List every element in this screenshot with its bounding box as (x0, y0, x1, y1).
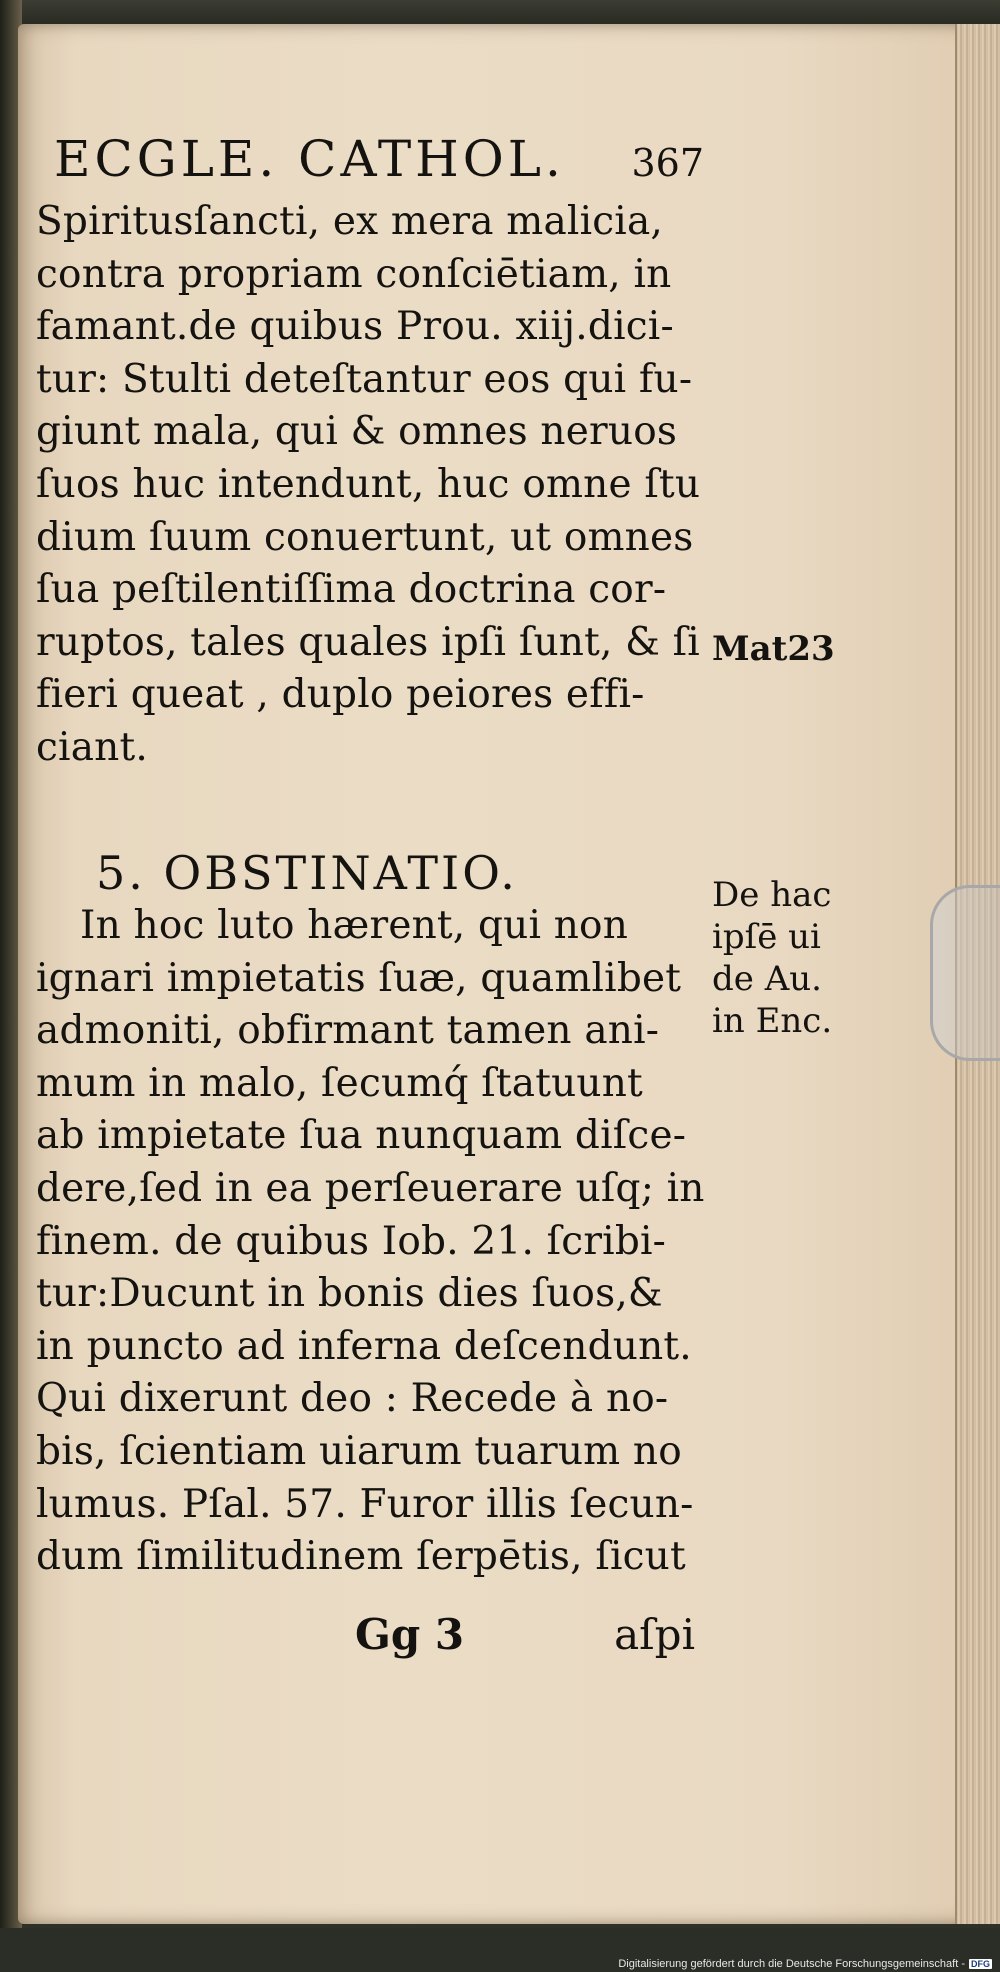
text-block-1 (36, 196, 706, 775)
text-line: In hoc luto hærent, qui non (80, 903, 629, 948)
dfg-logo: DFG (971, 1959, 990, 1969)
text-line: ſua peſtilentiſſima doctrina cor- (36, 567, 667, 613)
margin-note-line: De hac (712, 875, 832, 915)
text-line: ab impietate ſua nunquam diſce- (36, 1113, 687, 1159)
text-line: dere,ſed in ea perſeuerare uſq; in (36, 1165, 705, 1211)
text-line: dum ſimilitudinem ſerpētis, ſicut (36, 1534, 686, 1580)
footer-bar (0, 1928, 1000, 1972)
catchline (355, 1610, 695, 1659)
margin-note-line: ipſē ui (712, 917, 821, 957)
text-line: Spiritusſancti, ex mera malicia, (36, 199, 664, 244)
text-block-2 (36, 900, 706, 1584)
signature-mark: Gg 3 (355, 1610, 465, 1659)
text-line: ruptos, tales quales ipſi ſunt, & ſi (36, 619, 700, 665)
text-line: admoniti, obfirmant tamen ani- (36, 1008, 660, 1054)
text-line: lumus. Pſal. 57. Furor illis ſecun- (36, 1481, 694, 1527)
margin-note-2 (712, 874, 832, 1042)
page-clip (930, 885, 1000, 1061)
text-line: giunt mala, qui & omnes neruos (36, 409, 678, 455)
text-line: in puncto ad inferna deſcendunt. (36, 1323, 692, 1369)
page-number: 367 (631, 141, 704, 185)
running-head (54, 130, 704, 188)
text-line: ſuos huc intendunt, huc omne ſtu (36, 461, 701, 507)
section-heading: 5. OBSTINATIO. (96, 846, 518, 900)
margin-note-1: Mat23 (712, 629, 835, 669)
text-line: Qui dixerunt deo : Recede à no- (36, 1376, 669, 1422)
text-line: mum in malo, ſecumq́ ſtatuunt (36, 1060, 643, 1106)
text-line: contra propriam conſciētiam, in (36, 251, 672, 297)
text-line: dium ſuum conuertunt, ut omnes (36, 514, 694, 560)
text-line: bis, ſcientiam uiarum tuarum no (36, 1428, 682, 1474)
running-head-title: ECGLE. CATHOL. (54, 130, 565, 188)
text-line: fieri queat , duplo peiores effi- (36, 672, 645, 718)
text-line: tur:Ducunt in bonis dies ſuos,& (36, 1271, 663, 1317)
text-line: ciant. (36, 724, 148, 770)
credit-text: Digitalisierung gefördert durch die Deutsche Forschungsgemeinschaft - (618, 1958, 965, 1970)
text-line: finem. de quibus Iob. 21. ſcribi- (36, 1218, 667, 1264)
text-line: ignari impietatis ſuæ, quamlibet (36, 955, 682, 1001)
margin-note-line: de Au. (712, 959, 822, 999)
text-line: famant.de quibus Prou. xiij.dici- (36, 304, 674, 350)
text-line: tur: Stulti deteſtantur eos qui fu- (36, 356, 693, 402)
footer-credit (618, 1958, 992, 1970)
catchword: aſpi (614, 1610, 695, 1659)
margin-note-line: in Enc. (712, 1001, 833, 1041)
